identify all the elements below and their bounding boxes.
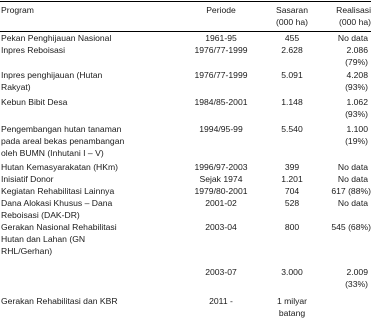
row-sasaran: 1.201 [281,174,303,184]
row-sasaran: 5.540 [281,124,303,134]
row-program: Kegiatan Rehabilitasi Lainnya [1,186,115,196]
row-sasaran: 455 [284,33,300,43]
row-program: Pekan Penghijauan Nasional [1,33,112,43]
row-periode: Sejak 1974 [199,174,243,184]
row-realisasi: 2.086 [346,45,368,55]
row-program: Pengembangan hutan tanaman [1,124,122,134]
row-program: Inpres penghijauan (Hutan [1,70,103,80]
row-realisasi: No data [337,198,368,208]
row-realisasi: 2.009 [346,267,368,277]
row-realisasi-percent: (93%) [345,109,368,119]
row-realisasi: No data [337,33,368,43]
row-sasaran: 800 [284,222,300,232]
row-realisasi: 1.062 [346,97,368,107]
row-periode: 2011 - [209,296,233,306]
row-periode: 1961-95 [205,33,237,43]
header-sasaran: Sasaran [275,5,308,15]
row-periode: 1979/80-2001 [194,186,248,196]
header-sasaran-unit: (000 ha) [275,17,308,27]
row-program: Dana Alokasi Khusus – Dana [1,198,113,208]
row-realisasi-percent: (19%) [345,136,368,146]
table-top-rule [0,1,371,2]
header-realisasi-unit: (000 ha) [338,17,371,27]
row-periode: 2003-04 [205,222,237,232]
row-program-cont: Hutan dan Lahan (GN [1,234,86,244]
row-sasaran: 528 [284,198,300,208]
row-realisasi: 1.100 [346,124,368,134]
row-realisasi: 545 (68%) [331,222,371,232]
row-program-cont: Rakyat) [1,82,31,92]
row-program-cont: Reboisasi (DAK-DR) [1,210,80,220]
row-periode: 1984/85-2001 [194,97,248,107]
row-sasaran: 2.628 [281,45,303,55]
row-periode: 2001-02 [205,198,237,208]
row-program: Gerakan Rehabilitasi dan KBR [1,296,118,306]
row-sasaran: 3.000 [281,267,303,277]
header-realisasi: Realisasi [336,5,371,15]
row-sasaran: 1 milyar [276,296,308,306]
row-realisasi-percent: (93%) [345,82,368,92]
row-realisasi-percent: (33%) [345,279,368,289]
row-program-cont: oleh BUMN (Inhutani I – V) [1,148,104,158]
row-periode: 1994/95-99 [199,124,243,134]
row-sasaran: 399 [284,162,300,172]
row-periode: 1976/77-1999 [194,70,248,80]
row-program: Inpres Reboisasi [1,45,66,55]
row-program: Gerakan Nasional Rehabilitasi [1,222,117,232]
header-rule [0,31,371,32]
row-realisasi-percent: (79%) [345,57,368,67]
row-sasaran: 5.091 [281,70,303,80]
header-periode: Periode [206,5,236,15]
row-periode: 1996/97-2003 [194,162,248,172]
row-program-cont: pada areal bekas penambangan [1,136,125,146]
row-sasaran: 1.148 [281,97,303,107]
row-program: Inisiatif Donor [1,174,54,184]
row-program: Hutan Kemasyarakatan (HKm) [1,162,119,172]
row-sasaran: 704 [284,186,300,196]
row-realisasi: No data [337,162,368,172]
row-periode: 2003-07 [205,267,237,277]
row-realisasi: No data [337,174,368,184]
row-program-cont: RHL/Gerhan) [1,246,53,256]
row-realisasi: 617 (88%) [331,186,371,196]
row-periode: 1976/77-1999 [194,45,248,55]
row-realisasi: 4.208 [346,70,368,80]
row-program: Kebun Bibit Desa [1,97,68,107]
header-program: Program [1,5,34,15]
row-sasaran-unit: batang [278,308,306,318]
